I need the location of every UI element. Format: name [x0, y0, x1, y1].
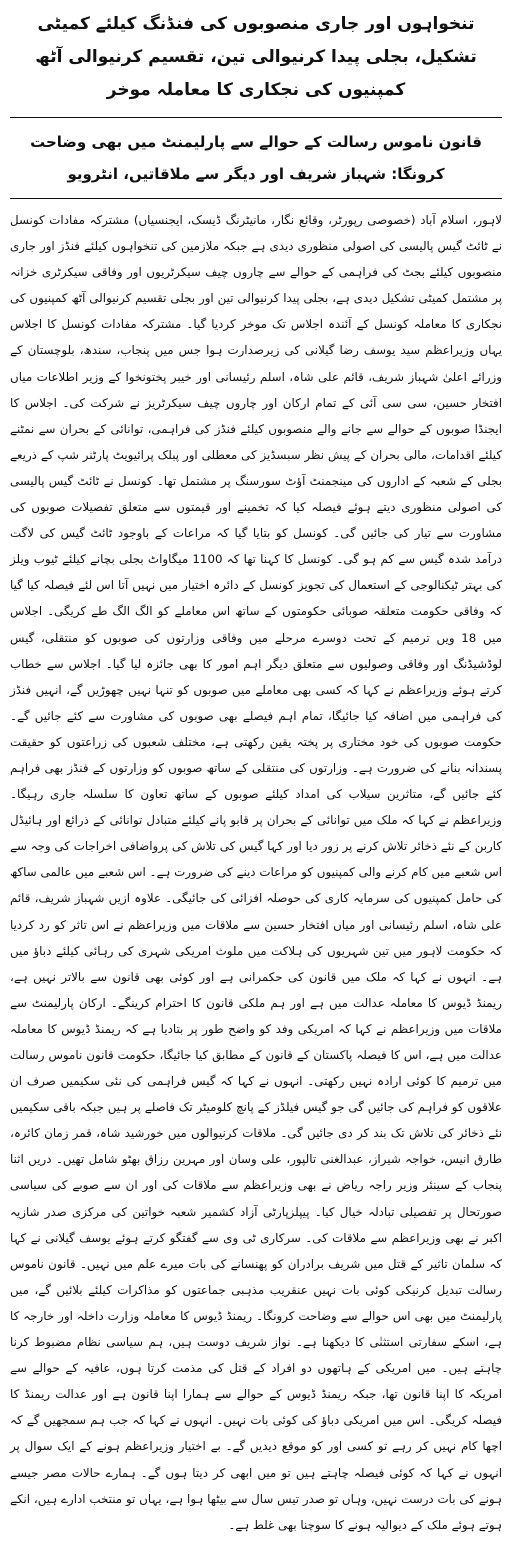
article-body: لاہور، اسلام آباد (خصوصی رپورٹر، وقائع نگار، مانیٹرنگ ڈیسک، ایجنسیاں) مشترکہ مفادات کونسل نے ٹائٹ گیس پالیسی کی اصولی منظوری دیدی ہے جبکہ ملازمین کی تنخواہوں کیلئے فنڈز اور جاری منصوبوں کیلئے بجٹ کی فراہمی کے حوالے سے چاروں چیف سیکرٹریوں اور وفاقی سیکرٹری خزانہ پر مشتمل کمیٹی تشکیل دیدی ہے، بجلی پیدا کرنیوالی تین اور بجلی تقسیم کرنیوالی آٹھ کمپنیوں کی نجکاری کا معاملہ کونسل کے آئندہ اجلاس تک موخر کردیا گیا۔ مشترکہ مفادات کونسل کا اجلاس یہاں وزیراعظم سید یوسف رضا گیلانی کی زیرصدارت ہوا جس میں پنجاب، سندھ، بلوچستان کے وزرائے اعلیٰ شہباز شریف، قائم علی شاہ، اسلم رئیسانی اور خیبر پختونخوا کے وزیر اطلاعات میاں افتخار حسین، سی سی آئی کے تمام ارکان اور چاروں چیف سیکرٹریز نے شرکت کی۔ اجلاس کا ایجنڈا صوبوں کے حوالے سے جانے والے منصوبوں کیلئے فنڈز کی فراہمی، توانائی کے بحران سے نمٹنے کیلئے اقدامات، مالی بحران کے پیش نظر سبسڈیز کی معطلی اور پبلک پرائیویٹ پارٹنر شپ کے ذریعے بجلی کے شعبہ کے اداروں کی مینجمنٹ آؤٹ سورسنگ پر مشتمل تھا۔ کونسل نے ٹائٹ گیس پالیسی کی اصولی منظوری دیتے ہوئے فیصلہ کیا کہ تخمینے اور قیمتوں سے متعلق تفصیلات صوبوں کی مشاورت سے تیار کی جائیں گی۔ کونسل کو بتایا گیا کہ مراعات کے باوجود ٹائٹ گیس کی لاگت درآمد شدہ گیس سے کم ہو گی۔ کونسل کا کہنا تھا کہ 1100 میگاواٹ بجلی بچانے کیلئے ٹیوب ویلز کی بہتر ٹیکنالوجی کے استعمال کی تجویز کونسل کے دائرہ اختیار میں نہیں آتا اس لئے فیصلہ کیا گیا کہ وفاقی حکومت متعلقہ صوبائی حکومتوں کے ساتھ اس معاملے کو الگ الگ طے کریگی۔ اجلاس میں 18 ویں ترمیم کے تحت دوسرے مرحلے میں وفاقی وزارتوں کی صوبوں کو منتقلی، گیس لوڈشیڈنگ اور وفاقی وصولیوں سے متعلق دیگر اہم امور کا بھی جائزہ لیا گیا۔ اجلاس سے خطاب کرتے ہوئے وزیراعظم نے کہا کہ کسی بھی معاملے میں صوبوں کو تنہا نہیں چھوڑیں گے، انہیں فنڈز کی فراہمی میں اضافہ کیا جائیگا، تمام اہم فیصلے بھی صوبوں کی مشاورت سے کئے جائیں گے۔ حکومت صوبوں کی خود مختاری پر پختہ یقین رکھتی ہے، مختلف شعبوں کی زراعتوں کو حقیقت پسندانہ بنانے کی ضرورت ہے۔ وزارتوں کی منتقلی کے ساتھ صوبوں کو وزارتوں کے فنڈز بھی فراہم کئے جائیں گے، متاثرین سیلاب کی امداد کیلئے صوبوں کے ساتھ تعاون کا سلسلہ جاری رہیگا۔ وزیراعظم نے کہا کہ ملک میں توانائی کے بحران پر قابو پانے کیلئے متبادل توانائی کے ذرائع اور ہائیڈل کاربن کے نئے ذخائر تلاش کرنے پر زور دیا اور کہا گیس کی تلاش کی پرواضافی اخراجات کی وجہ سے اس شعبے میں کام کرنے والی کمپنیوں کو مراعات دینے کی ضرورت ہے۔ اس شعبے میں عالمی ساکھ کی حامل کمپنیوں کی سرمایہ کاری کی حوصلہ افزائی کی جائیگی۔ علاوہ ازیں شہباز شریف، قائم علی شاہ، اسلم رئیسانی اور میاں افتخار حسین سے ملاقات میں وزیراعظم نے اس تاثر کو رد کردیا کہ حکومت لاہور میں تین شہریوں کی ہلاکت میں ملوث امریکی شہری کی رہائی کیلئے دباؤ میں ہے۔ انہوں نے کہا کہ ملک میں قانون کی حکمرانی ہے اور کوئی بھی قانون سے بالاتر نہیں ہے، ریمنڈ ڈیوس کا معاملہ عدالت میں ہے اور ہم ملکی قانون کا احترام کرینگے۔ ارکان پارلیمنٹ سے ملاقات میں وزیراعظم نے کہا کہ امریکی وفد کو واضح طور پر بتادیا ہے کہ ریمنڈ ڈیوس کا معاملہ عدالت میں ہے، اس کا فیصلہ پاکستان کے قانون کے مطابق کیا جائیگا، حکومت قانون ناموس رسالت میں ترمیم کا کوئی ارادہ نہیں رکھتی۔ انہوں نے کہا کہ گیس فراہمی کی نئی سکیمیں صرف ان علاقوں کو فراہم کی جائیں گی جو گیس فیلڈز کے پانچ کلومیٹر تک فاصلے پر ہیں جبکہ باقی سکیمیں نئے ذخائر کی تلاش تک بند کر دی جائیں گی۔ ملاقات کرنیوالوں میں خورشید شاہ، قمر زمان کائرہ، طارق انیس، خواجہ شیراز، عبدالغنی تالپور، علی وسان اور مہرین رزاق بھٹو شامل تھیں۔ دریں اثنا پنجاب کے سینئر وزیر راجہ ریاض نے بھی وزیراعظم سے ملاقات کی اور ان سے صوبے کی سیاسی صورتحال پر تفصیلی تبادلہ خیال کیا۔ پیپلزپارٹی آزاد کشمیر شعبہ خواتین کی مرکزی صدر شازیہ اکبر نے بھی وزیراعظم سے ملاقات کی۔ سرکاری ٹی وی سے گفتگو کرتے ہوئے یوسف گیلانی نے کہا کہ سلمان تاثیر کے قتل میں شریف برادران کو پھنسانے کی بات میرے علم میں نہیں۔ قانون ناموس رسالت تبدیل کرنیکی کوئی بات نہیں عنقریب مذہبی جماعتوں کو مذاکرات کیلئے بلائیں گے، میں پارلیمنٹ میں بھی اس حوالے سے وضاحت کرونگا۔ ریمنڈ ڈیوس کا معاملہ وزارت داخلہ اور خارجہ کا ہے، اسکے سفارتی استثنٰی کا دیکھنا ہے۔ نواز شریف دوست ہیں، ہم سیاسی نظام مضبوط کرنا چاہتے ہیں۔ میں امریکی کے ہاتھوں دو افراد کے قتل کی مذمت کرتا ہوں، عافیہ کے حوالے سے امریکہ کا اپنا قانون تھا، جبکہ ریمنڈ ڈیوس کے حوالے سے ہمارا اپنا قانون ہے اور عدالت ریمنڈ کا فیصلہ کریگی۔ اس میں امریکی دباؤ کی کوئی بات نہیں۔ انہوں نے کہا کہ جب ہم سمجھیں گے کہ اچھا کام نہیں کر رہے تو کسی اور کو موقع دیدیں گے۔ بے اختیار وزیراعظم ہونے کے ایک سوال پر انہوں نے کہا کہ کوئی فیصلہ چاہتے ہیں تو میں ابھی کر دیتا ہوں گے۔ ہمارے حالات مصر جیسے ہونے کی بات درست نہیں، وہاں تو صدر تیس سال سے بیٹھا ہوا ہے، یہاں تو منتخب ادارے ہیں، انکے ہوتے ہوئے ملک کے دیوالیہ ہونے کا سوچنا بھی غلط ہے۔ [10, 213, 502, 1532]
divider [10, 117, 502, 118]
headline: تنخواہوں اور جاری منصوبوں کی فنڈنگ کیلئے کمیٹی تشکیل، بجلی پیدا کرنیوالی تین، تقسیم کرنیوالی آٹھ کمپنیوں کی نجکاری کا معاملہ موخر [35, 14, 477, 100]
divider [10, 198, 502, 199]
subheadline: قانون ناموس رسالت کے حوالے سے پارلیمنٹ میں بھی وضاحت کرونگا: شہباز شریف اور دیگر سے ملاقاتیں، انٹرویو [30, 133, 482, 183]
